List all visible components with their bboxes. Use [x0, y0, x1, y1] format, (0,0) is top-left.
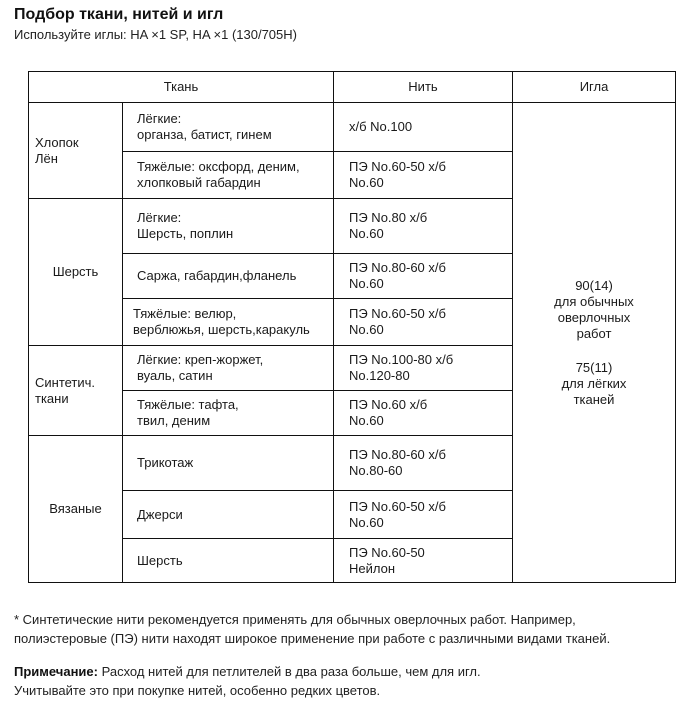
- needle-recommendation-light: [513, 360, 675, 408]
- needle-recommendation-standard: [513, 278, 675, 342]
- fabric-line: Шерсть, поплин: [137, 226, 234, 241]
- fabric-cell: [123, 254, 334, 299]
- fabric-group-knitted: [29, 436, 123, 583]
- needle-cell: [513, 103, 676, 583]
- fabric-cell: [123, 436, 334, 491]
- thread-cell: [334, 391, 513, 436]
- note-label: Примечание:: [14, 664, 98, 679]
- group-name-line: Шерсть: [52, 264, 99, 279]
- group-name-line: Хлопок: [35, 134, 79, 150]
- fabric-line: Трикотаж: [137, 455, 194, 470]
- fabric-group-wool: [29, 199, 123, 346]
- fabric-cell: [123, 199, 334, 254]
- thread-line: ПЭ No.60 х/б: [349, 397, 428, 412]
- fabric-line: Шерсть: [137, 552, 183, 568]
- fabric-line: твил, деним: [137, 413, 211, 428]
- thread-cell: [334, 152, 513, 199]
- group-name-line: Вязаные: [49, 501, 102, 516]
- thread-line: ПЭ No.60-50 х/б: [349, 306, 446, 321]
- thread-line: No.60: [349, 322, 384, 337]
- group-name-line: ткани: [35, 390, 69, 406]
- table-header-row: [29, 72, 676, 103]
- fabric-line: Тяжёлые: тафта,: [137, 397, 239, 412]
- needle-size: 75(11): [575, 359, 613, 375]
- thread-cell: [334, 491, 513, 539]
- note-line: [14, 662, 481, 681]
- thread-line: ПЭ No.80 х/б: [349, 210, 428, 225]
- column-header-needle: Игла: [513, 72, 676, 103]
- group-name-line: Лён: [35, 150, 58, 166]
- fabric-line: Лёгкие: креп-жоржет,: [137, 352, 264, 367]
- page-title: Подбор ткани, нитей и игл: [14, 6, 224, 23]
- thread-line: ПЭ No.80-60 х/б: [349, 447, 446, 462]
- thread-line: ПЭ No.100-80 х/б: [349, 352, 454, 367]
- group-name-line: Синтетич.: [35, 374, 96, 390]
- thread-cell: [334, 299, 513, 346]
- fabric-line: Лёгкие:: [137, 111, 182, 126]
- fabric-cell: [123, 103, 334, 152]
- needle-desc-line: тканей: [573, 391, 615, 407]
- table-row: [29, 103, 676, 152]
- thread-cell: [334, 254, 513, 299]
- fabric-thread-needle-table: [28, 71, 676, 583]
- fabric-line: Лёгкие:: [137, 210, 182, 225]
- thread-cell: [334, 436, 513, 491]
- thread-line: No.80-60: [349, 463, 403, 478]
- fabric-cell: [123, 152, 334, 199]
- fabric-line: Саржа, габардин,фланель: [137, 268, 297, 283]
- needle-desc-line: для лёгких: [561, 375, 627, 391]
- column-header-fabric: Ткань: [29, 72, 334, 103]
- thread-line: ПЭ No.60-50 х/б: [349, 159, 446, 174]
- thread-line: No.60: [349, 514, 384, 530]
- fabric-line: органза, батист, гинем: [137, 127, 272, 142]
- thread-line: ПЭ No.60-50 х/б: [349, 498, 446, 514]
- fabric-line: Джерси: [137, 506, 183, 522]
- footnote-line: * Синтетические нити рекомендуется применять для обычных оверлочных работ. Например,: [14, 612, 576, 627]
- fabric-line: верблюжья, шерсть,каракуль: [133, 322, 310, 337]
- thread-line: No.60: [349, 276, 384, 291]
- thread-cell: [334, 199, 513, 254]
- fabric-cell: [123, 391, 334, 436]
- thread-cell: [334, 539, 513, 583]
- needle-size: 90(14): [575, 277, 613, 293]
- fabric-cell: [123, 539, 334, 583]
- thread-line: No.60: [349, 175, 384, 190]
- footnote-line: полиэстеровые (ПЭ) нити находят широкое применение при работе с различными видами тканей.: [14, 631, 611, 646]
- fabric-cell: [123, 299, 334, 346]
- thread-line: ПЭ No.60-50: [349, 544, 425, 560]
- thread-line: Нейлон: [349, 560, 396, 576]
- thread-line: х/б No.100: [349, 119, 413, 134]
- needle-usage-subtitle: Используйте иглы: HA ×1 SP, HA ×1 (130/705H): [14, 27, 297, 42]
- fabric-group-cotton-linen: [29, 103, 123, 199]
- thread-cell: [334, 103, 513, 152]
- needle-desc-line: работ: [576, 325, 612, 341]
- thread-line: ПЭ No.80-60 х/б: [349, 260, 446, 275]
- fabric-line: хлопковый габардин: [137, 175, 261, 190]
- fabric-line: вуаль, сатин: [137, 368, 213, 383]
- fabric-cell: [123, 346, 334, 391]
- fabric-group-synthetic: [29, 346, 123, 436]
- needle-desc-line: оверлочных: [557, 309, 631, 325]
- thread-line: No.120-80: [349, 368, 410, 383]
- column-header-thread: Нить: [334, 72, 513, 103]
- fabric-cell: [123, 491, 334, 539]
- note-line: Учитывайте это при покупке нитей, особенно редких цветов.: [14, 683, 381, 698]
- thread-line: No.60: [349, 413, 384, 428]
- spacer: [513, 342, 675, 360]
- note-text: Расход нитей для петлителей в два раза больше, чем для игл.: [97, 664, 481, 679]
- fabric-line: Тяжёлые: велюр,: [133, 306, 237, 321]
- footnote: [14, 610, 610, 648]
- note: [14, 662, 481, 700]
- thread-line: No.60: [349, 226, 384, 241]
- fabric-line: Тяжёлые: оксфорд, деним,: [137, 159, 300, 174]
- needle-desc-line: для обычных: [554, 293, 634, 309]
- thread-cell: [334, 346, 513, 391]
